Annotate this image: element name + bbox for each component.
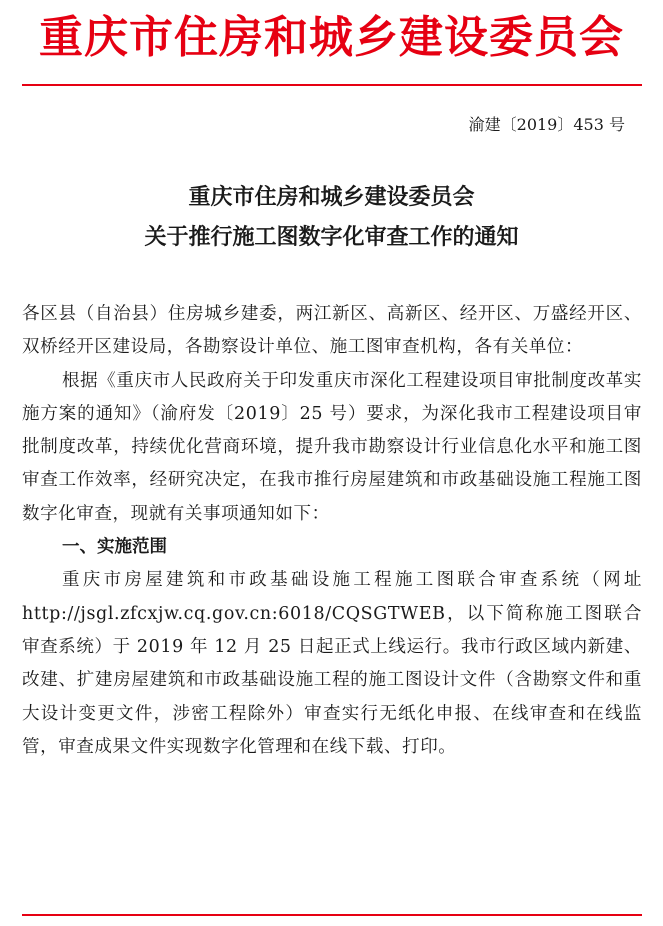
- header-red-rule: [22, 84, 642, 86]
- section-heading: 一、实施范围: [62, 537, 167, 558]
- addressee-paragraph: 各区县（自治县）住房城乡建委，两江新区、高新区、经开区、万盛经开区、双桥经开区建设局，各勘察设计单位、施工图审查机构，各有关单位：: [22, 304, 642, 358]
- document-title-line2: 关于推行施工图数字化审查工作的通知: [144, 225, 519, 250]
- document-body: [22, 298, 642, 764]
- section-paragraph: 重庆市房屋建筑和市政基础设施工程施工图联合审查系统（网址 http://jsgl.zfcxjw.cq.gov.cn:6018/CQSGTWEB，以下简称施工图联合审查系统）于 2019 年 12 月 25 日起正式上线运行。我市行政区域内新建、改建、扩建房屋建筑和市政基础设施工程的施工图设计文件（含勘察文件和重大设计变更文件，涉密工程除外）审查实行无纸化申报、在线审查和在线监管，审查成果文件实现数字化管理和在线下载、打印。: [22, 570, 642, 757]
- footer-red-rule: [22, 914, 642, 916]
- document-title-line1: 重庆市住房和城乡建设委员会: [188, 185, 475, 210]
- document-number: 渝建〔2019〕453 号: [468, 115, 625, 134]
- intro-paragraph: 根据《重庆市人民政府关于印发重庆市深化工程建设项目审批制度改革实施方案的通知》（渝府发〔2019〕25 号）要求，为深化我市工程建设项目审批制度改革，持续优化营商环境，提升我市勘察设计行业信息化水平和施工图审查工作效率，经研究决定，在我市推行房屋建筑和市政基础设施工程施工图数字化审查，现就有关事项通知如下：: [22, 370, 642, 524]
- issuing-agency-header: 重庆市住房和城乡建设委员会: [39, 12, 624, 63]
